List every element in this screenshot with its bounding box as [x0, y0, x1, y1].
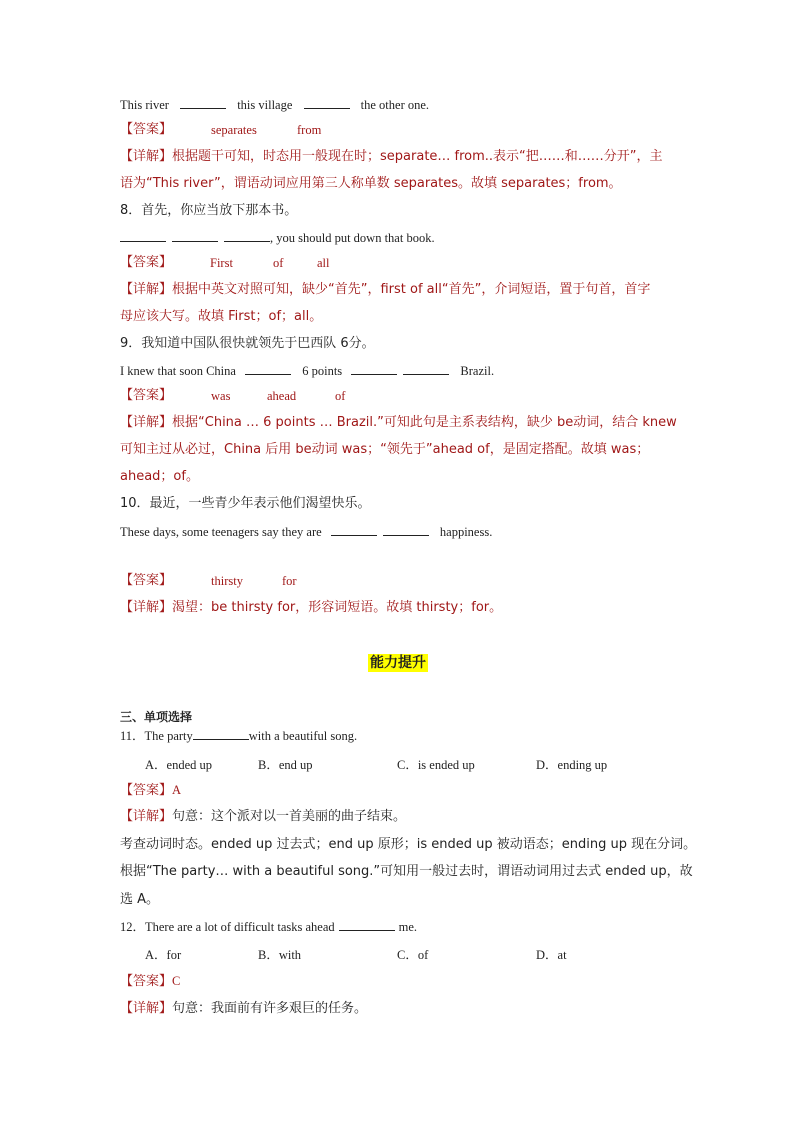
q12-stem-part-a: 12．There are a lot of difficult tasks ahead — [120, 920, 335, 934]
q9-sentence-part-c: Brazil. — [460, 364, 495, 378]
q9-answer — [120, 387, 346, 405]
q9-detail-line-2: 可知主过从必过，China 后用 be动词 was；“领先于”ahead of，是固定搭配。故填 was； — [120, 442, 650, 457]
q10-blank-1 — [331, 523, 377, 536]
q8-sentence — [120, 229, 435, 247]
q10-answer-2: for — [282, 574, 297, 588]
q11-detail-line-1 — [120, 808, 406, 826]
q8-prompt: 8．首先，你应当放下那本书。 — [120, 203, 298, 218]
q7-answer-2: from — [297, 123, 322, 137]
q8-answer-3: all — [317, 256, 330, 270]
q12-stem-part-b: me. — [398, 920, 418, 934]
q9-blank-1 — [245, 362, 291, 375]
q7-detail-text-1: 根据题干可知，时态用一般现在时；separate… from..表示“把……和……分开”，主 — [172, 149, 663, 164]
q9-answer-1: was — [211, 389, 231, 403]
q12-option-c: C．of — [397, 948, 429, 962]
q10-answer-1: thirsty — [211, 574, 243, 588]
q10-sentence-part-a: These days, some teenagers say they are — [120, 525, 322, 539]
q11-detail-line-4: 选 A。 — [120, 892, 160, 907]
q9-answer-2: ahead — [267, 389, 297, 403]
q8-detail-line-2: 母应该大写。故填 First；of；all。 — [120, 309, 323, 324]
q11-detail-line-3: 根据“The party… with a beautiful song.”可知用一般过去时，谓语动词用过去式 ended up，故 — [120, 864, 693, 879]
q12-option-d: D．at — [536, 948, 567, 962]
q10-prompt: 10．最近，一些青少年表示他们渴望快乐。 — [120, 496, 371, 511]
q9-sentence-part-a: I knew that soon China — [120, 364, 236, 378]
q12-answer-tag: 【答案】 — [120, 974, 173, 989]
q12-answer — [120, 972, 180, 991]
q8-detail-text-1: 根据中英文对照可知，缺少“首先”，first of all“首先”，介词短语，置于句首，首字 — [172, 282, 651, 297]
q11-option-b: B．end up — [258, 758, 313, 772]
q8-sentence-end: , you should put down that book. — [270, 231, 435, 245]
q7-blank-2 — [304, 96, 350, 109]
q12-option-b: B．with — [258, 948, 302, 962]
q9-blank-3 — [403, 362, 449, 375]
q10-detail-line-1 — [120, 599, 502, 617]
q7-sentence-part-b: this village — [237, 98, 293, 112]
q9-blank-2 — [351, 362, 397, 375]
q9-answer-3: of — [335, 389, 346, 403]
q7-detail-tag: 【详解】 — [120, 149, 173, 164]
q12-answer-value: C — [172, 974, 181, 988]
q9-detail-line-3: ahead；of。 — [120, 469, 199, 484]
q12-option-a: A．for — [145, 948, 182, 962]
q11-blank — [193, 727, 249, 740]
q8-detail-line-1 — [120, 281, 650, 299]
q7-detail-line-2: 语为“This river”，谓语动词应用第三人称单数 separates。故填 separates；from。 — [120, 176, 622, 191]
q9-detail-line-1 — [120, 414, 677, 432]
q7-answer-1: separates — [211, 123, 257, 137]
q8-answer — [120, 254, 330, 272]
q11-option-c: C．is ended up — [397, 758, 475, 772]
q10-blank-2 — [383, 523, 429, 536]
q9-detail-text-1: 根据“China … 6 points … Brazil.”可知此句是主系表结构，缺少 be动词，结合 knew — [172, 415, 677, 430]
q12-blank — [339, 918, 395, 931]
q11-stem-part-a: 11．The party — [120, 729, 193, 743]
q11-detail-line-2: 考查动词时态。ended up 过去式；end up 原形；is ended up 被动语态；ending up 现在分词。 — [120, 837, 697, 852]
q11-stem-part-b: with a beautiful song. — [248, 729, 358, 743]
section-3-heading: 三、单项选择 — [120, 710, 193, 724]
q10-answer — [120, 572, 297, 590]
q7-answer-tag: 【答案】 — [120, 122, 173, 137]
q8-blank-1 — [120, 229, 166, 242]
q11-stem — [120, 727, 357, 745]
q9-detail-tag: 【详解】 — [120, 415, 173, 430]
q12-detail-tag: 【详解】 — [120, 1001, 173, 1016]
q12-detail-line-1 — [120, 1000, 367, 1018]
q8-detail-tag: 【详解】 — [120, 282, 173, 297]
q10-sentence — [120, 523, 492, 541]
q11-option-d: D．ending up — [536, 758, 608, 772]
q9-prompt: 9．我知道中国队很快就领先于巴西队 6分。 — [120, 336, 375, 351]
q9-sentence-part-b: 6 points — [302, 364, 343, 378]
q11-detail-text-1: 句意：这个派对以一首美丽的曲子结束。 — [172, 809, 407, 824]
q8-blank-3 — [224, 229, 270, 242]
q8-blank-2 — [172, 229, 218, 242]
q10-detail-tag: 【详解】 — [120, 600, 173, 615]
q9-sentence — [120, 362, 494, 380]
q11-detail-tag: 【详解】 — [120, 809, 173, 824]
q7-answer — [120, 121, 322, 139]
q7-sentence-part-a: This river — [120, 98, 169, 112]
q11-option-a: A．ended up — [145, 758, 212, 772]
q9-answer-tag: 【答案】 — [120, 388, 173, 403]
q10-sentence-part-c: happiness. — [439, 525, 493, 539]
q11-answer-tag: 【答案】 — [120, 783, 173, 798]
q10-answer-tag: 【答案】 — [120, 573, 173, 588]
q7-blank-1 — [180, 96, 226, 109]
q7-sentence-part-c: the other one. — [360, 98, 430, 112]
q12-detail-text-1: 句意：我面前有许多艰巨的任务。 — [172, 1001, 368, 1016]
q7-detail-line-1 — [120, 148, 663, 166]
q11-answer-value: A — [172, 783, 182, 797]
q8-answer-2: of — [273, 256, 284, 270]
q8-answer-1: First — [210, 256, 233, 270]
q7-sentence — [120, 96, 429, 114]
q11-answer — [120, 781, 181, 800]
q8-answer-tag: 【答案】 — [120, 255, 173, 270]
q12-stem — [120, 918, 417, 936]
section-title: 能力提升 — [370, 655, 426, 671]
q10-detail-text-1: 渴望：be thirsty for，形容词短语。故填 thirsty；for。 — [172, 600, 503, 615]
